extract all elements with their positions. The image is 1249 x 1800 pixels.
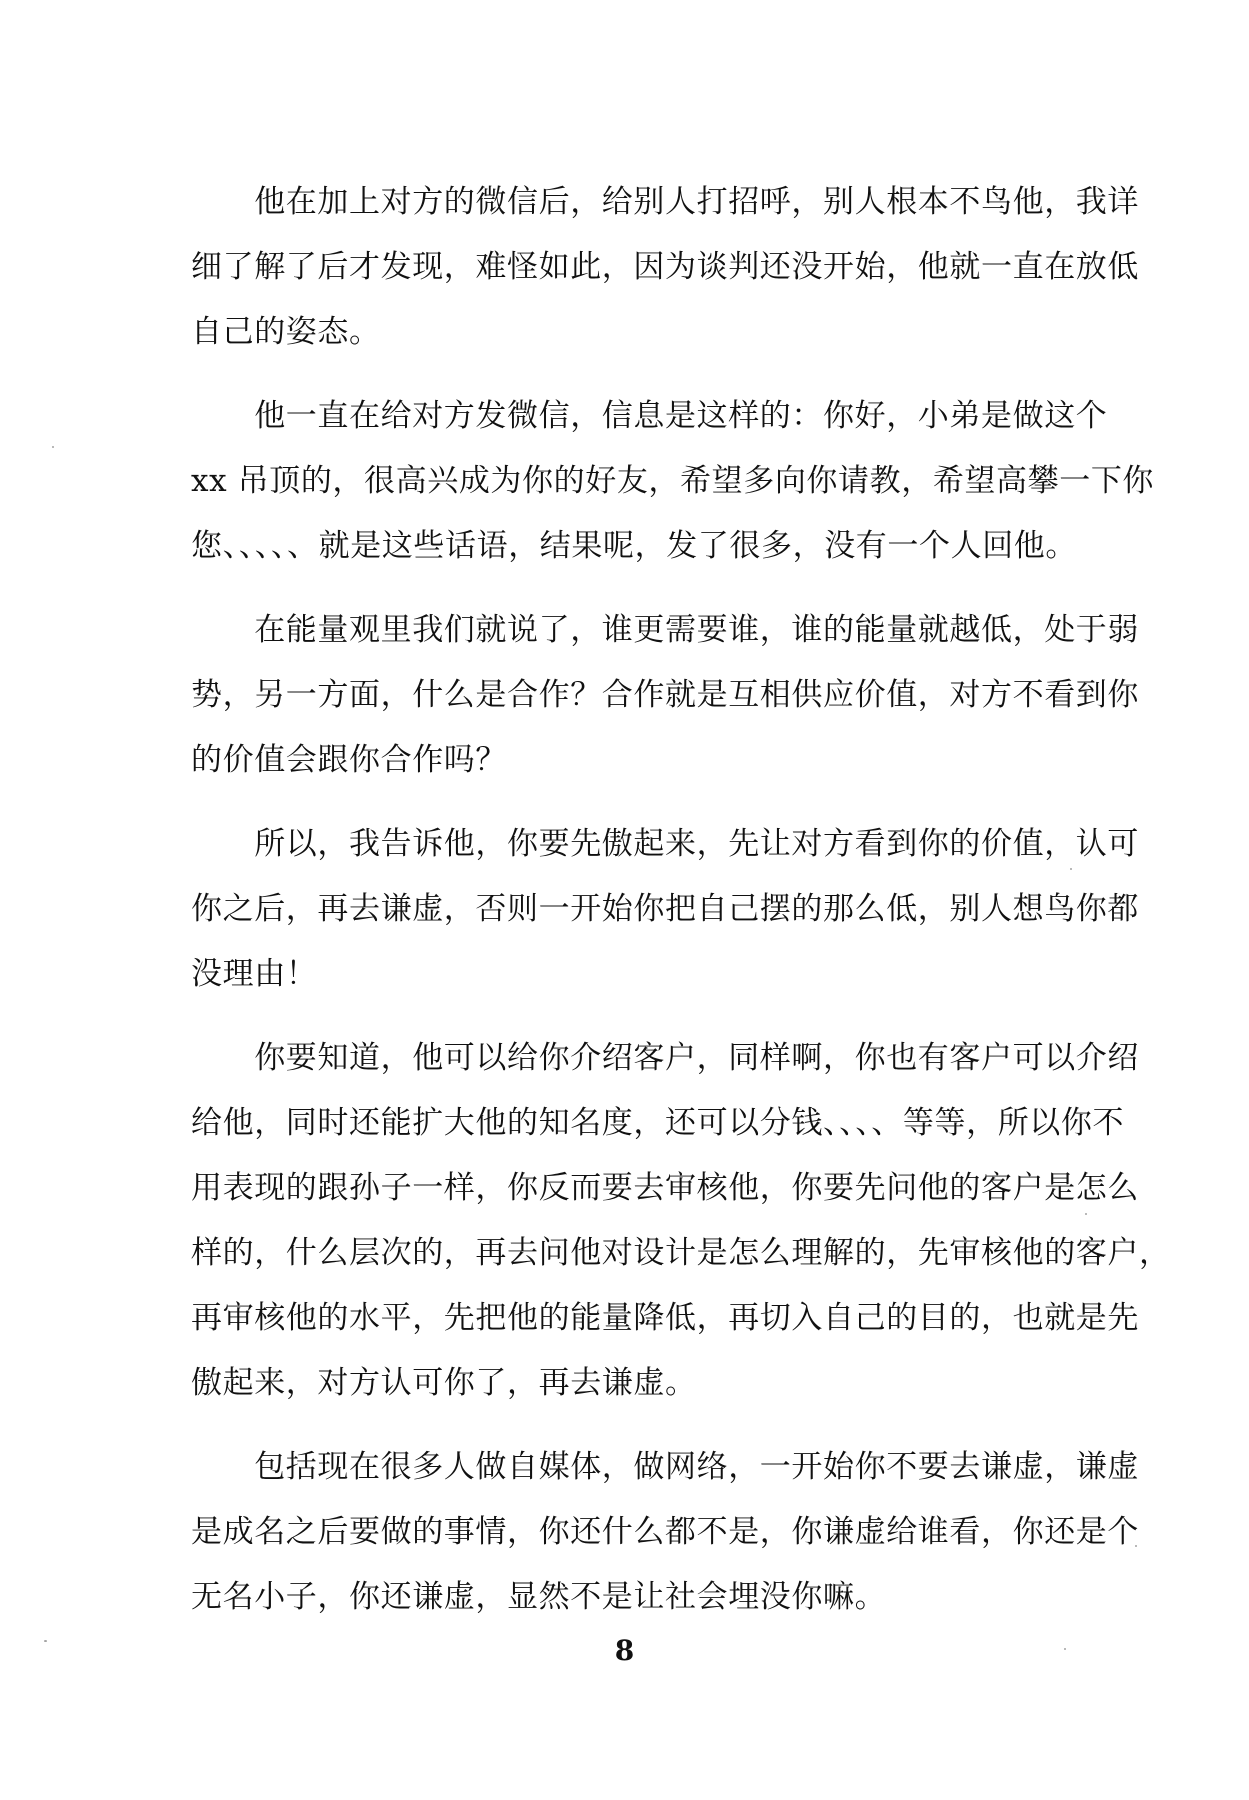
text-line: 所以，我告诉他，你要先傲起来，先让对方看到你的价值，认可 [191,826,1139,862]
text-line: 是成名之后要做的事情，你还什么都不是，你谦虚给谁看，你还是个 [191,1514,1139,1550]
text-line: 势，另一方面，什么是合作？合作就是互相供应价值，对方不看到你 [191,677,1139,713]
text-line: 再审核他的水平，先把他的能量降低，再切入自己的目的，也就是先 [191,1300,1139,1336]
text-line: 细了解了后才发现，难怪如此，因为谈判还没开始，他就一直在放低 [191,249,1139,285]
text-line: 自己的姿态。 [191,314,381,350]
scan-speck [1064,1648,1066,1650]
text-line: 他在加上对方的微信后，给别人打招呼，别人根本不鸟他，我详 [191,184,1139,220]
text-line: 用表现的跟孙子一样，你反而要去审核他，你要先问他的客户是怎么 [191,1170,1139,1206]
text-line: 无名小子，你还谦虚，显然不是让社会埋没你嘛。 [191,1579,887,1615]
text-line: 您、、、、、就是这些话语，结果呢，发了很多，没有一个人回他。 [191,528,1077,564]
text-line: 的价值会跟你合作吗？ [191,742,507,778]
scan-speck [1070,868,1072,870]
text-line: 在能量观里我们就说了，谁更需要谁，谁的能量就越低，处于弱 [191,612,1139,648]
scan-speck [1135,1545,1137,1547]
text-line: 你之后，再去谦虚，否则一开始你把自己摆的那么低，别人想鸟你都 [191,891,1139,927]
scan-speck [52,446,54,448]
scan-speck [44,1640,47,1642]
text-line: 他一直在给对方发微信，信息是这样的：你好，小弟是做这个 [191,398,1108,434]
text-line: 你要知道，他可以给你介绍客户，同样啊，你也有客户可以介绍 [191,1040,1139,1076]
text-line: 没理由！ [191,956,318,992]
text-line: 给他，同时还能扩大他的知名度，还可以分钱、、、、等等，所以你不 [191,1105,1125,1141]
text-line: 包括现在很多人做自媒体，做网络，一开始你不要去谦虚，谦虚 [191,1449,1139,1485]
text-line: 样的，什么层次的，再去问他对设计是怎么理解的，先审核他的客户， [191,1235,1171,1271]
scan-speck [1085,1213,1087,1215]
text-line: 傲起来，对方认可你了，再去谦虚。 [191,1365,697,1401]
text-line: xx 吊顶的，很高兴成为你的好友，希望多向你请教，希望高攀一下你 [191,463,1155,499]
page-number: 8 [614,1634,635,1667]
